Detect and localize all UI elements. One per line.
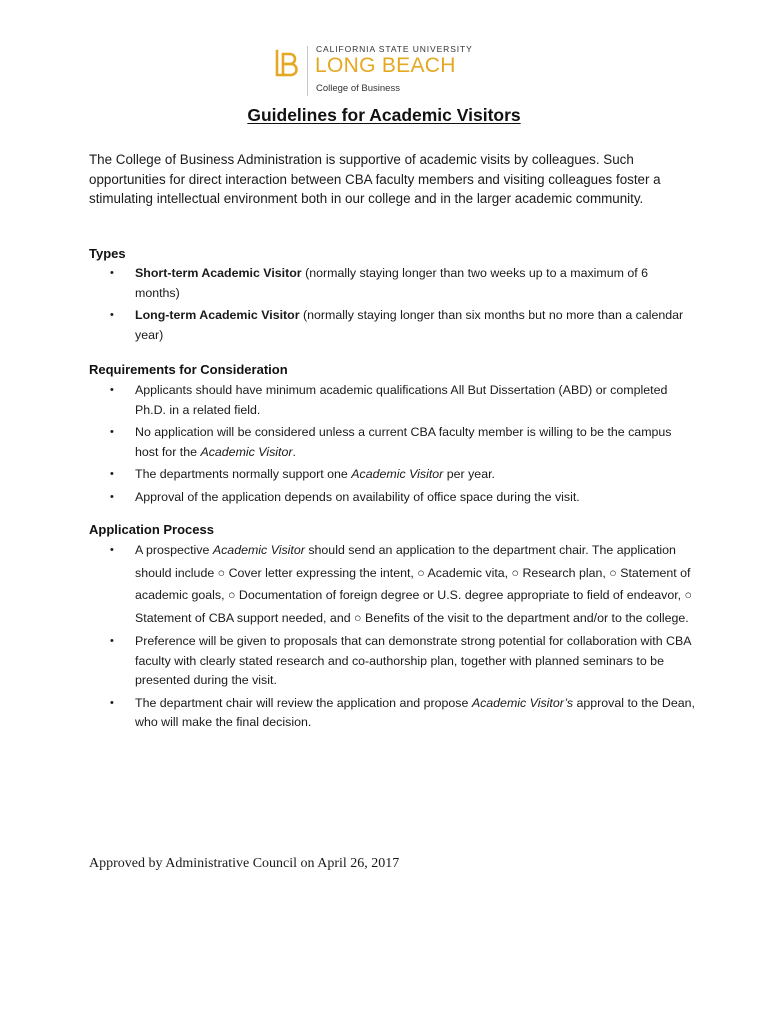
- list-item: [110, 694, 695, 733]
- item-text: No application will be considered unless a current CBA faculty member is willing to be the campus host for the: [135, 425, 672, 459]
- type-description: (normally staying longer than two weeks up to a maximum of 6 months): [135, 266, 649, 300]
- list-item: [110, 488, 695, 508]
- list-item: [110, 465, 695, 485]
- item-text: The department chair will review the application and propose: [135, 695, 472, 710]
- item-text: The departments normally support one: [135, 467, 352, 481]
- bullet-icon: •: [110, 635, 114, 647]
- list-item: [110, 306, 695, 345]
- item-text: A prospective: [135, 543, 213, 557]
- document-title: Guidelines for Academic Visitors: [247, 105, 521, 125]
- requirements-list: [110, 381, 695, 510]
- bullet-icon: •: [110, 490, 114, 503]
- item-text: approval to the Dean, who will make the final decision.: [135, 695, 695, 729]
- item-text: .: [292, 444, 296, 459]
- process-heading: Application Process: [89, 522, 214, 537]
- item-emphasis: Academic Visitor: [200, 444, 293, 459]
- lb-monogram-icon: [274, 48, 300, 80]
- list-item: [110, 632, 695, 691]
- logo-college-line: College of Business: [316, 83, 400, 94]
- item-emphasis: Academic Visitor: [351, 467, 444, 481]
- item-text: Applicants should have minimum academic qualifications All But Dissertation (ABD) or completed Ph.D. in a related field.: [135, 383, 668, 417]
- intro-paragraph: The College of Business Administration is supportive of academic visits by colleagues. Such opportunities for direct interaction between CBA faculty members and visiting colleagues foster a stimulating intellectual environment both in our college and in the larger academic community.: [89, 152, 661, 206]
- types-heading: Types: [89, 246, 126, 261]
- approval-note: Approved by Administrative Council on April 26, 2017: [89, 856, 400, 871]
- item-text: Approval of the application depends on availability of office space during the visit.: [135, 489, 580, 504]
- requirements-heading: Requirements for Consideration: [89, 362, 288, 377]
- logo-university-line: CALIFORNIA STATE UNIVERSITY: [316, 44, 473, 54]
- types-list: [110, 264, 695, 348]
- item-text: Preference will be given to proposals that can demonstrate strong potential for collaboration with CBA faculty with clearly stated research and co-authorship plan, together with planned seminars to be presented during the visit.: [135, 634, 691, 687]
- list-item: [110, 264, 695, 303]
- type-term: Long-term Academic Visitor: [135, 308, 300, 322]
- list-item: [110, 423, 695, 462]
- bullet-icon: •: [110, 696, 114, 709]
- bullet-icon: •: [110, 468, 114, 480]
- list-item: [110, 539, 695, 629]
- type-term: Short-term Academic Visitor: [135, 266, 302, 280]
- item-text: per year.: [443, 467, 495, 481]
- process-list: [110, 539, 695, 736]
- university-logo: [274, 44, 474, 98]
- logo-campus-line: LONG BEACH: [315, 54, 456, 77]
- bullet-icon: •: [110, 309, 114, 321]
- item-emphasis: Academic Visitor’s: [471, 695, 574, 710]
- list-item: [110, 381, 695, 420]
- item-emphasis: Academic Visitor: [212, 543, 305, 557]
- bullet-icon: •: [110, 544, 114, 556]
- logo-divider: [307, 46, 308, 96]
- bullet-icon: •: [110, 426, 114, 438]
- bullet-icon: •: [110, 267, 114, 279]
- type-description: (normally staying longer than six months but no more than a calendar year): [135, 308, 684, 342]
- item-text: should send an application to the department chair. The application should include ○ Cover letter expressing the intent, ○ Academic vita, ○ Research plan, ○ Statement of academic goals, ○ Documentation of foreign degree or U.S. degree appropriate to field of endeavor, ○ Statement of CBA support needed, and ○ Benefits of the visit to the department and/or to the college.: [135, 543, 693, 625]
- bullet-icon: •: [110, 384, 114, 396]
